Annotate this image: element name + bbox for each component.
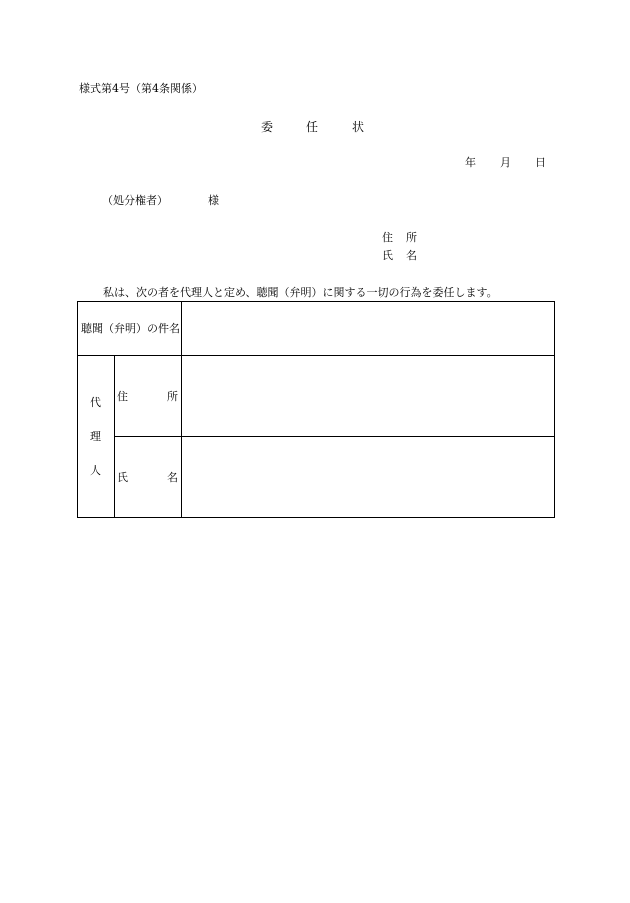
case-name-label: 聴聞（弁明）の件名 (81, 322, 180, 335)
agent-name-label-char-2: 名 (167, 471, 178, 484)
document-title-char-2: 任 (306, 120, 319, 134)
agent-label-char-3: 人 (90, 464, 101, 477)
principal-name-char-1: 氏 (382, 249, 393, 262)
date-year-label: 年 (465, 156, 476, 169)
principal-name-char-2: 名 (406, 249, 417, 262)
agent-name-label-char-1: 氏 (117, 471, 128, 484)
date-month-label: 月 (500, 156, 511, 169)
table-divider-agent-column (114, 355, 115, 517)
principal-address-char-1: 住 (382, 231, 393, 244)
date-day-label: 日 (535, 156, 546, 169)
agent-address-label-char-1: 住 (117, 390, 128, 403)
agent-address-label-char-2: 所 (167, 390, 178, 403)
addressee-honorific: 様 (208, 194, 219, 207)
agent-address-field[interactable] (182, 356, 554, 436)
document-title-char-3: 状 (352, 120, 365, 134)
agent-label-char-1: 代 (90, 396, 101, 409)
principal-address-char-2: 所 (406, 231, 417, 244)
delegation-statement: 私は、次の者を代理人と定め、聴聞（弁明）に関する一切の行為を委任します。 (103, 286, 498, 299)
case-name-field[interactable] (182, 302, 554, 355)
agent-label-char-2: 理 (90, 430, 101, 443)
form-header: 様式第4号（第4条関係） (79, 82, 203, 95)
agent-name-field[interactable] (182, 437, 554, 517)
document-title-char-1: 委 (261, 120, 274, 134)
addressee-authority: （処分権者） (102, 194, 168, 207)
agent-form-table (77, 301, 555, 518)
